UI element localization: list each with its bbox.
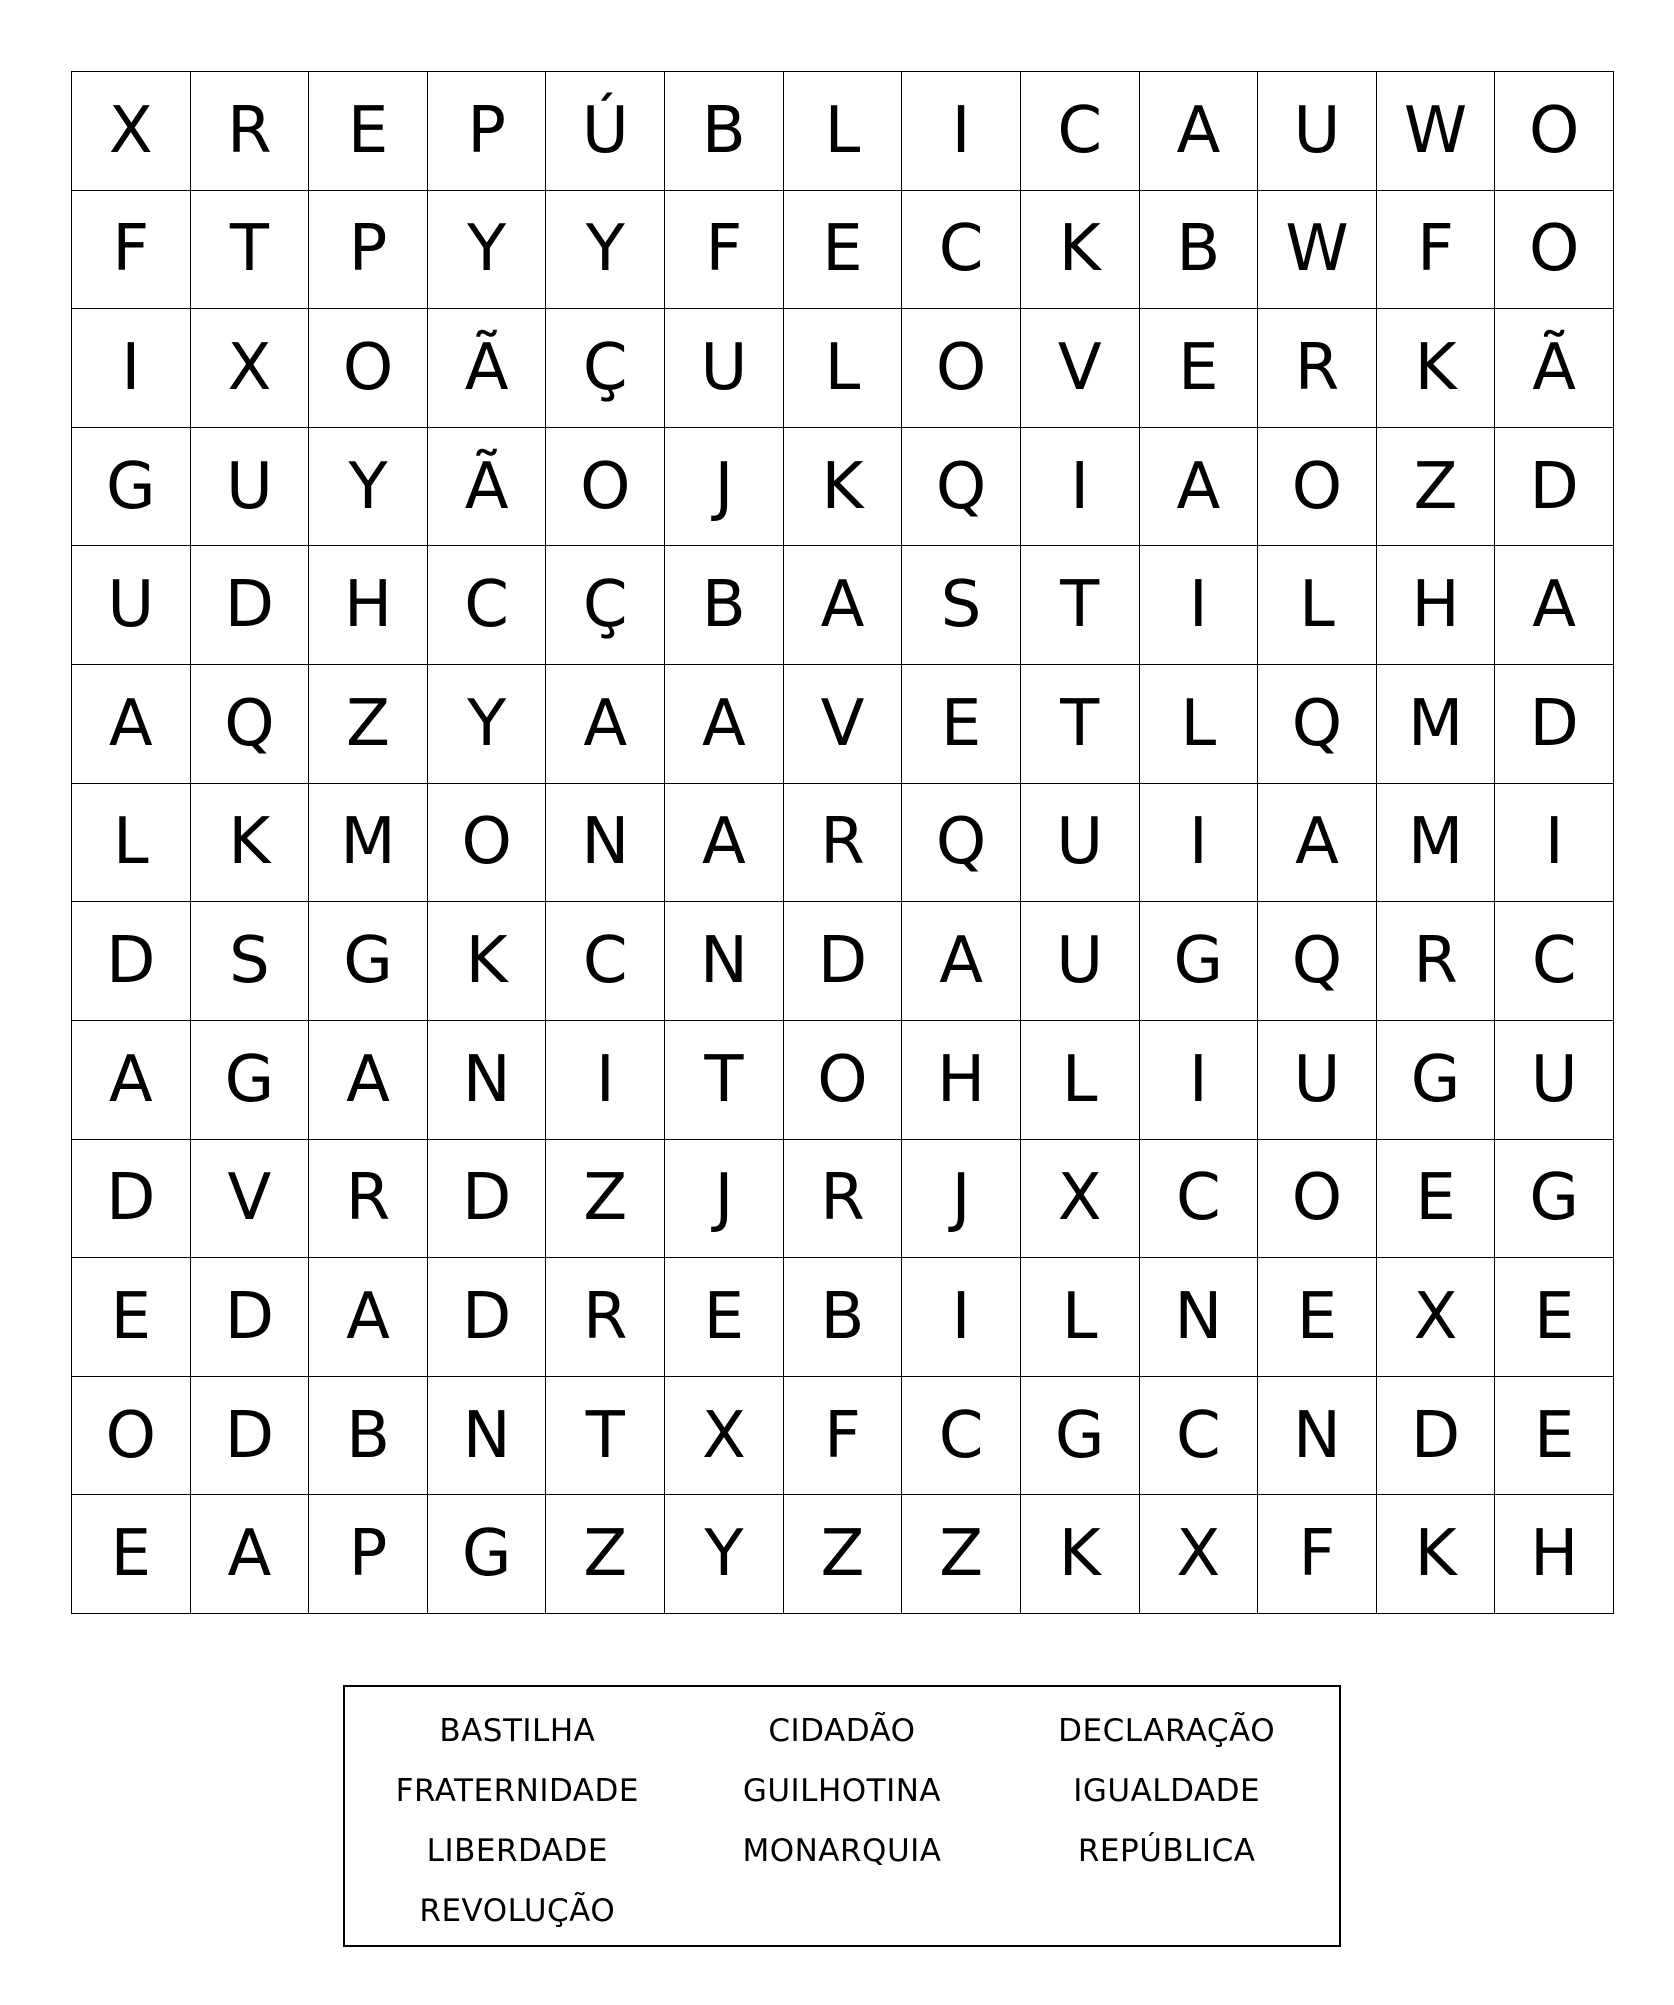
grid-cell[interactable]: G (1140, 902, 1259, 1021)
grid-cell[interactable]: A (665, 784, 784, 903)
grid-cell[interactable]: Y (546, 191, 665, 310)
grid-cell[interactable]: L (1021, 1258, 1140, 1377)
grid-cell[interactable]: R (1377, 902, 1496, 1021)
letter-grid (71, 71, 1614, 1614)
grid-cell[interactable]: P (309, 1495, 428, 1614)
grid-cell[interactable]: B (665, 72, 784, 191)
grid-cell[interactable]: U (1495, 1021, 1614, 1140)
grid-cell[interactable]: Y (428, 665, 547, 784)
grid-cell[interactable]: O (1495, 72, 1614, 191)
grid-cell[interactable]: Q (1258, 665, 1377, 784)
word-list-item: CIDADÃO (768, 1713, 916, 1749)
grid-cell[interactable]: C (902, 1377, 1021, 1496)
grid-cell[interactable]: C (546, 902, 665, 1021)
grid-cell[interactable]: X (72, 72, 191, 191)
grid-cell[interactable]: O (72, 1377, 191, 1496)
word-list-item: DECLARAÇÃO (1058, 1713, 1276, 1749)
grid-cell[interactable]: I (902, 72, 1021, 191)
grid-cell[interactable]: X (1140, 1495, 1259, 1614)
grid-cell[interactable]: K (1377, 1495, 1496, 1614)
word-list-item: FRATERNIDADE (395, 1773, 639, 1809)
grid-cell[interactable]: K (428, 902, 547, 1021)
grid-cell[interactable]: O (784, 1021, 903, 1140)
grid-cell[interactable]: A (309, 1021, 428, 1140)
grid-cell[interactable]: T (546, 1377, 665, 1496)
grid-cell[interactable]: G (1021, 1377, 1140, 1496)
grid-cell[interactable]: C (902, 191, 1021, 310)
grid-cell[interactable]: H (902, 1021, 1021, 1140)
word-list-item: GUILHOTINA (742, 1773, 942, 1809)
grid-cell[interactable]: U (72, 546, 191, 665)
word-list-item: IGUALDADE (1073, 1773, 1261, 1809)
grid-cell[interactable]: F (72, 191, 191, 310)
grid-cell[interactable]: A (546, 665, 665, 784)
grid-cell[interactable]: Z (784, 1495, 903, 1614)
grid-cell[interactable]: L (784, 72, 903, 191)
grid-cell[interactable]: T (665, 1021, 784, 1140)
grid-cell[interactable]: Q (902, 428, 1021, 547)
grid-cell[interactable]: K (784, 428, 903, 547)
grid-cell[interactable]: U (665, 309, 784, 428)
grid-cell[interactable]: G (428, 1495, 547, 1614)
grid-cell[interactable]: L (1258, 546, 1377, 665)
grid-cell[interactable]: A (902, 902, 1021, 1021)
grid-cell[interactable]: O (309, 309, 428, 428)
grid-cell[interactable]: N (1140, 1258, 1259, 1377)
grid-cell[interactable]: C (1021, 72, 1140, 191)
grid-cell[interactable]: K (1377, 309, 1496, 428)
grid-cell[interactable]: Z (309, 665, 428, 784)
grid-cell[interactable]: J (902, 1140, 1021, 1259)
grid-cell[interactable]: Ú (546, 72, 665, 191)
grid-cell[interactable]: O (1258, 1140, 1377, 1259)
grid-cell[interactable]: L (72, 784, 191, 903)
grid-cell[interactable]: S (902, 546, 1021, 665)
grid-cell[interactable]: A (1140, 72, 1259, 191)
grid-cell[interactable]: B (1140, 191, 1259, 310)
grid-cell[interactable]: G (191, 1021, 310, 1140)
grid-cell[interactable]: Ã (1495, 309, 1614, 428)
grid-cell[interactable]: X (1377, 1258, 1496, 1377)
grid-cell[interactable]: O (428, 784, 547, 903)
grid-cell[interactable]: Ã (428, 428, 547, 547)
grid-cell[interactable]: C (1140, 1140, 1259, 1259)
grid-cell[interactable]: K (191, 784, 310, 903)
word-list-item: BASTILHA (439, 1713, 596, 1749)
grid-cell[interactable]: A (72, 665, 191, 784)
grid-cell[interactable]: J (665, 1140, 784, 1259)
grid-cell[interactable]: G (1495, 1140, 1614, 1259)
grid-cell[interactable]: Q (1258, 902, 1377, 1021)
grid-cell[interactable]: I (1140, 784, 1259, 903)
grid-cell[interactable]: D (191, 1258, 310, 1377)
grid-cell[interactable]: U (191, 428, 310, 547)
grid-cell[interactable]: O (1258, 428, 1377, 547)
grid-cell[interactable]: I (1495, 784, 1614, 903)
grid-cell[interactable]: I (1140, 546, 1259, 665)
grid-cell[interactable]: N (1258, 1377, 1377, 1496)
grid-cell[interactable]: E (309, 72, 428, 191)
grid-cell[interactable]: E (902, 665, 1021, 784)
grid-cell[interactable]: Ç (546, 309, 665, 428)
grid-cell[interactable]: Q (902, 784, 1021, 903)
grid-cell[interactable]: U (1021, 784, 1140, 903)
grid-cell[interactable]: E (665, 1258, 784, 1377)
grid-cell[interactable]: D (191, 546, 310, 665)
grid-cell[interactable]: R (784, 784, 903, 903)
word-list-item: LIBERDADE (426, 1833, 608, 1869)
grid-cell[interactable]: R (309, 1140, 428, 1259)
grid-cell[interactable]: M (1377, 665, 1496, 784)
grid-cell[interactable]: U (1258, 72, 1377, 191)
grid-cell[interactable]: D (191, 1377, 310, 1496)
grid-cell[interactable]: A (1495, 546, 1614, 665)
grid-cell[interactable]: Z (546, 1495, 665, 1614)
grid-cell[interactable]: E (784, 191, 903, 310)
grid-cell[interactable]: D (72, 902, 191, 1021)
grid-cell[interactable]: M (309, 784, 428, 903)
grid-cell[interactable]: T (191, 191, 310, 310)
grid-cell[interactable]: E (1495, 1258, 1614, 1377)
grid-cell[interactable]: T (1021, 665, 1140, 784)
grid-cell[interactable]: T (1021, 546, 1140, 665)
grid-cell[interactable]: N (428, 1377, 547, 1496)
grid-cell[interactable]: O (902, 309, 1021, 428)
grid-cell[interactable]: Ã (428, 309, 547, 428)
grid-cell[interactable]: C (428, 546, 547, 665)
grid-cell[interactable]: U (1258, 1021, 1377, 1140)
grid-cell[interactable]: G (309, 902, 428, 1021)
grid-cell[interactable]: N (665, 902, 784, 1021)
grid-cell[interactable]: K (1021, 191, 1140, 310)
grid-cell[interactable]: D (784, 902, 903, 1021)
grid-cell[interactable]: H (309, 546, 428, 665)
grid-cell[interactable]: Z (546, 1140, 665, 1259)
grid-cell[interactable]: G (1377, 1021, 1496, 1140)
grid-cell[interactable]: A (1140, 428, 1259, 547)
grid-cell[interactable]: Y (309, 428, 428, 547)
grid-cell[interactable]: A (784, 546, 903, 665)
grid-cell[interactable]: A (665, 665, 784, 784)
grid-cell[interactable]: L (784, 309, 903, 428)
grid-cell[interactable]: D (428, 1258, 547, 1377)
grid-cell[interactable]: W (1377, 72, 1496, 191)
word-list-item: REVOLUÇÃO (419, 1893, 616, 1929)
grid-cell[interactable]: B (665, 546, 784, 665)
grid-cell[interactable]: I (1021, 428, 1140, 547)
grid-cell[interactable]: C (1140, 1377, 1259, 1496)
grid-cell[interactable]: A (72, 1021, 191, 1140)
grid-cell[interactable]: H (1377, 546, 1496, 665)
grid-cell[interactable]: B (784, 1258, 903, 1377)
grid-cell[interactable]: P (309, 191, 428, 310)
grid-cell[interactable]: A (1258, 784, 1377, 903)
grid-cell[interactable]: V (191, 1140, 310, 1259)
grid-cell[interactable]: F (1377, 191, 1496, 310)
grid-cell[interactable]: H (1495, 1495, 1614, 1614)
grid-cell[interactable]: U (1021, 902, 1140, 1021)
grid-cell[interactable]: X (665, 1377, 784, 1496)
word-list-item: MONARQUIA (742, 1833, 942, 1869)
grid-cell[interactable]: K (1021, 1495, 1140, 1614)
grid-cell[interactable]: N (428, 1021, 547, 1140)
grid-cell[interactable]: R (191, 72, 310, 191)
grid-cell[interactable]: D (1377, 1377, 1496, 1496)
grid-cell[interactable]: R (784, 1140, 903, 1259)
grid-cell[interactable]: Ç (546, 546, 665, 665)
grid-cell[interactable]: B (309, 1377, 428, 1496)
grid-cell[interactable]: D (72, 1140, 191, 1259)
grid-cell[interactable]: M (1377, 784, 1496, 903)
grid-cell[interactable]: E (1258, 1258, 1377, 1377)
grid-cell[interactable]: L (1140, 665, 1259, 784)
grid-cell[interactable]: I (1140, 1021, 1259, 1140)
grid-cell[interactable]: R (546, 1258, 665, 1377)
grid-cell[interactable]: Z (1377, 428, 1496, 547)
grid-cell[interactable]: Y (665, 1495, 784, 1614)
grid-cell[interactable]: E (72, 1495, 191, 1614)
grid-cell[interactable]: Q (191, 665, 310, 784)
grid-cell[interactable]: V (784, 665, 903, 784)
grid-cell[interactable]: F (1258, 1495, 1377, 1614)
grid-cell[interactable]: E (1140, 309, 1259, 428)
grid-cell[interactable]: E (72, 1258, 191, 1377)
grid-cell[interactable]: I (546, 1021, 665, 1140)
grid-cell[interactable]: F (665, 191, 784, 310)
grid-cell[interactable]: F (784, 1377, 903, 1496)
grid-cell[interactable]: E (1377, 1140, 1496, 1259)
grid-cell[interactable]: J (665, 428, 784, 547)
grid-cell[interactable]: G (72, 428, 191, 547)
word-list-box (343, 1685, 1341, 1947)
grid-cell[interactable]: S (191, 902, 310, 1021)
grid-cell[interactable]: Y (428, 191, 547, 310)
grid-cell[interactable]: C (1495, 902, 1614, 1021)
grid-cell[interactable]: I (902, 1258, 1021, 1377)
grid-cell[interactable]: O (1495, 191, 1614, 310)
grid-cell[interactable]: D (428, 1140, 547, 1259)
word-list-item: REPÚBLICA (1077, 1833, 1256, 1869)
grid-cell[interactable]: D (1495, 428, 1614, 547)
grid-cell[interactable]: Z (902, 1495, 1021, 1614)
grid-cell[interactable]: A (191, 1495, 310, 1614)
grid-cell[interactable]: P (428, 72, 547, 191)
grid-cell[interactable]: R (1258, 309, 1377, 428)
grid-cell[interactable]: D (1495, 665, 1614, 784)
grid-cell[interactable]: O (546, 428, 665, 547)
word-list (345, 1701, 1339, 1941)
grid-cell[interactable]: L (1021, 1021, 1140, 1140)
grid-cell[interactable]: A (309, 1258, 428, 1377)
grid-cell[interactable]: X (191, 309, 310, 428)
grid-cell[interactable]: N (546, 784, 665, 903)
grid-cell[interactable]: W (1258, 191, 1377, 310)
grid-cell[interactable]: E (1495, 1377, 1614, 1496)
grid-cell[interactable]: X (1021, 1140, 1140, 1259)
grid-cell[interactable]: I (72, 309, 191, 428)
grid-cell[interactable]: V (1021, 309, 1140, 428)
